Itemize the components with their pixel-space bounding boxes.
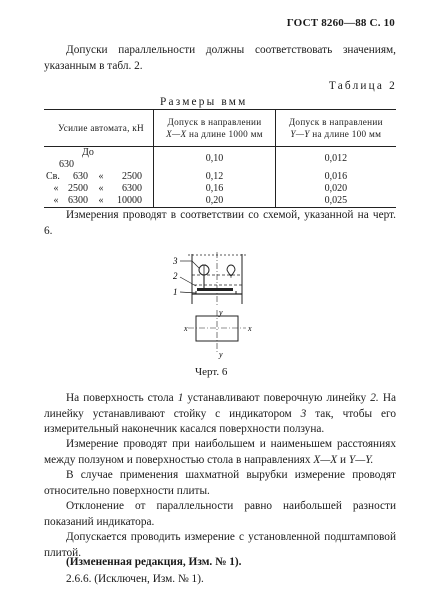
- paragraph-checkerboard: В случае применения шахматной вырубки измерение проводят относительно поверхности плиты.: [44, 469, 396, 497]
- table-row: [44, 171, 396, 183]
- paragraph-distances: Измерение проводят при наибольшем и наименьшем расстояниях между ползуном и поверхностью стола в направлениях X—X и Y—Y.: [44, 438, 396, 466]
- paragraph-setup: На поверхность стола 1 устанавливают поверочную линейку 2. На линейку устанавливают стойку с индикатором 3 так, чтобы его измерительный наконечник касался поверхности ползуна.: [44, 392, 397, 435]
- tolerance-x: 0,12: [154, 171, 275, 183]
- paragraph-tolerances: Допуски параллельности должны соответствовать значениям, указанным в табл. 2.: [44, 44, 396, 72]
- ruler-2: [197, 288, 233, 291]
- paragraph-sub-die-plate: Допускается проводить измерение с установленной подштамповой плитой.: [44, 531, 396, 559]
- header-force: Усилие автомата, кН: [44, 110, 154, 147]
- tolerance-x: 0,10: [154, 147, 275, 172]
- force-range: « 6300 « 10000: [44, 195, 154, 208]
- label-y-bottom: y: [219, 350, 223, 359]
- table-row: [44, 195, 396, 208]
- table-row: [44, 147, 396, 172]
- tolerance-y: 0,020: [324, 183, 348, 194]
- force-range: До630: [44, 147, 154, 172]
- tolerance-y: 0,012: [324, 153, 348, 164]
- amendment-note: (Измененная редакция, Изм. № 1).: [66, 556, 242, 568]
- label-x-right: x: [248, 324, 252, 333]
- clause-2-6-6: 2.6.6. (Исключен, Изм. № 1).: [66, 573, 204, 585]
- table-row: [44, 183, 396, 195]
- label-x-left: x: [184, 324, 188, 333]
- header-tolerance-x: Допуск в направлении X—X на длине 1000 мм: [154, 110, 275, 147]
- header-tolerance-y: Допуск в направлении Y—Y на длине 100 мм: [275, 110, 396, 147]
- page-header: ГОСТ 8260—88 С. 10: [286, 17, 395, 29]
- label-2: 2: [173, 271, 178, 281]
- tolerance-x: 0,20: [154, 195, 275, 208]
- paragraph-measurement-scheme: Измерения проводят в соответствии со схемой, указанной на черт. 6.: [44, 209, 396, 237]
- figure-caption: Черт. 6: [195, 366, 228, 378]
- label-1: 1: [173, 287, 178, 297]
- measurement-diagram: [166, 252, 272, 360]
- force-range: « 2500 « 6300: [44, 183, 154, 195]
- tolerance-y: 0,016: [324, 171, 348, 182]
- table-label: Таблица 2: [328, 80, 397, 92]
- tolerance-y: 0,025: [275, 195, 396, 208]
- label-y-top: y: [219, 308, 223, 317]
- table-2: [44, 109, 396, 208]
- label-3: 3: [173, 256, 178, 266]
- tolerance-x: 0,16: [154, 183, 275, 195]
- paragraph-deviation: Отклонение от параллельности равно наибольшей разности показаний индикатора.: [44, 500, 396, 528]
- table-caption: Размеры вмм: [160, 96, 248, 108]
- force-range: Св. 630 « 2500: [44, 171, 154, 183]
